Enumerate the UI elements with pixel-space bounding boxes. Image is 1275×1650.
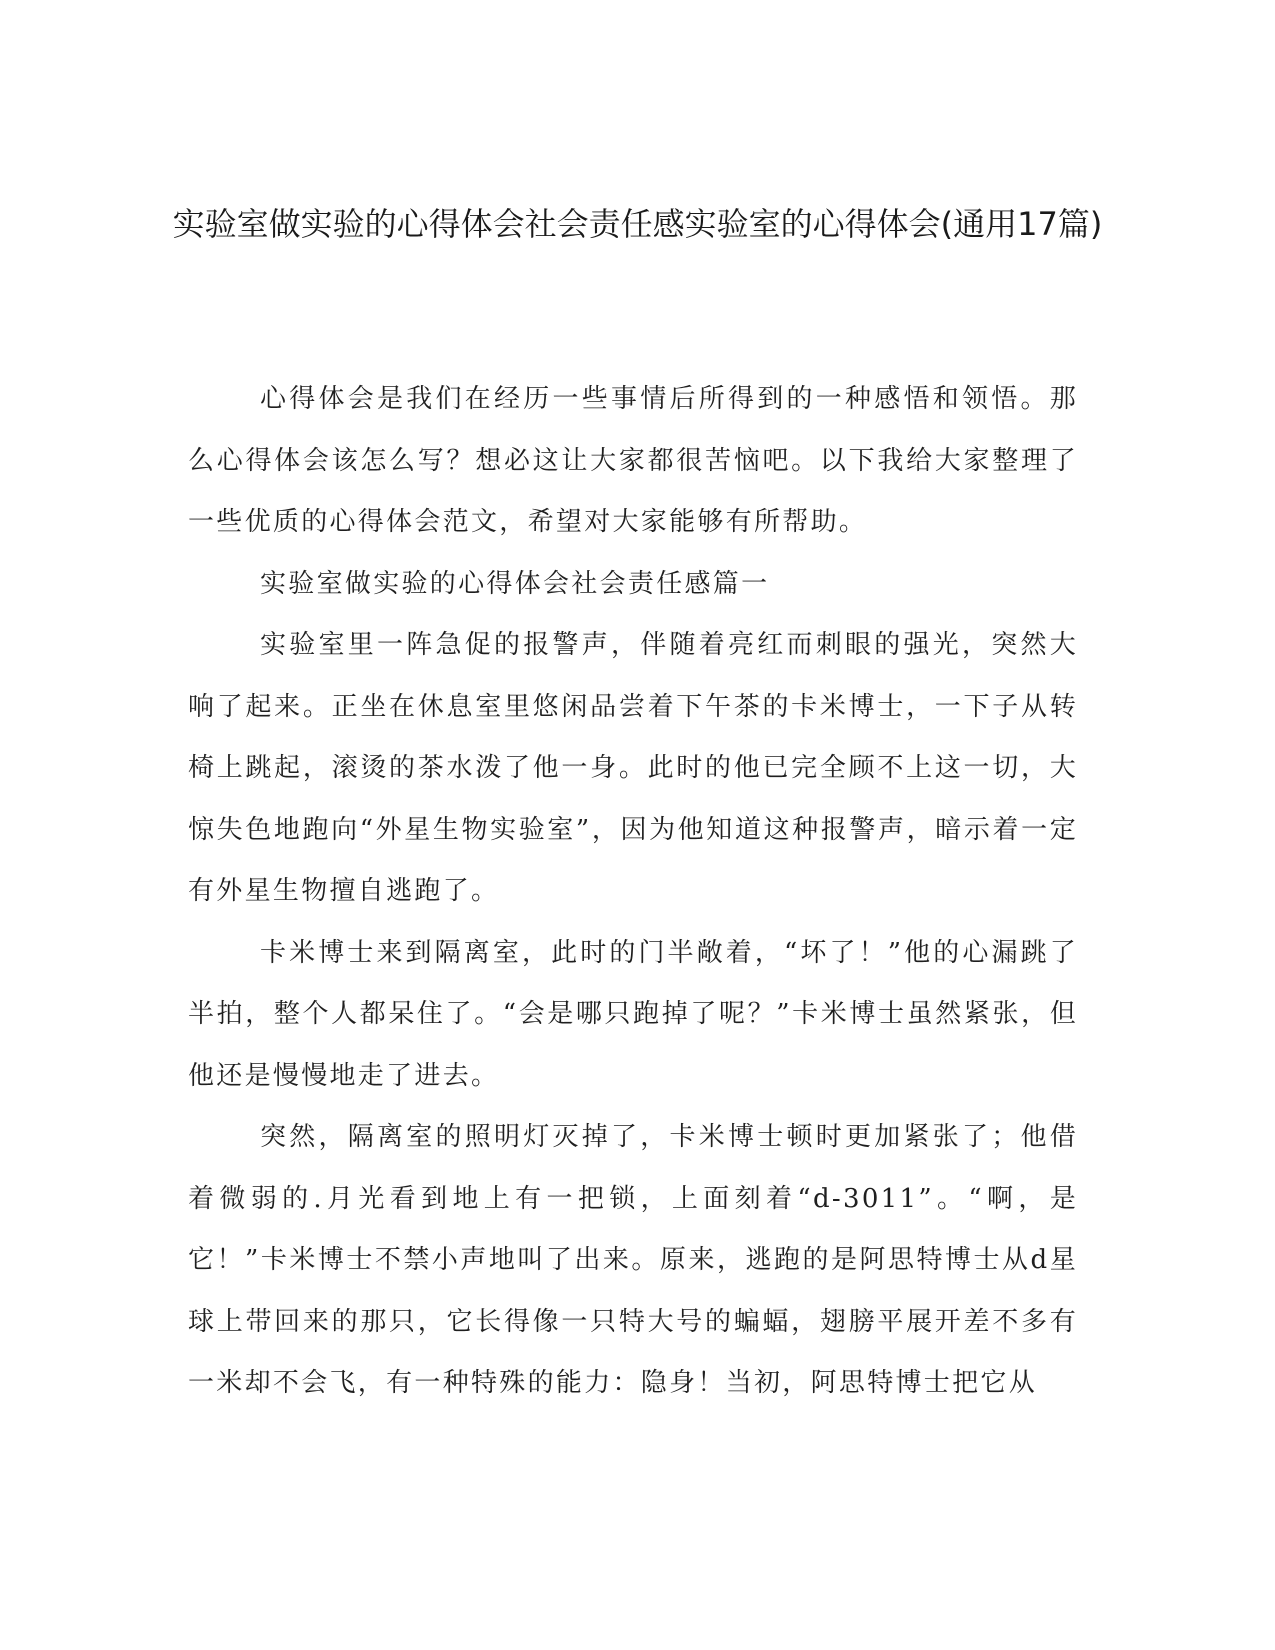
document-title: 实验室做实验的心得体会社会责任感实验室的心得体会(通用17篇) [172, 205, 1103, 243]
section-heading: 实验室做实验的心得体会社会责任感篇一 [260, 568, 770, 599]
paragraph: 卡米博士来到隔离室，此时的门半敞着，“坏了！”他的心漏跳了半拍，整个人都呆住了。“会是哪只跑掉了呢？”卡米博士虽然紧张，但他还是慢慢地走了进去。 [188, 937, 1078, 1091]
paragraph-intro: 心得体会是我们在经历一些事情后所得到的一种感悟和领悟。那么心得体会该怎么写？想必这让大家都很苦恼吧。以下我给大家整理了一些优质的心得体会范文，希望对大家能够有所帮助。 [188, 384, 1078, 537]
paragraph: 实验室里一阵急促的报警声，伴随着亮红而刺眼的强光，突然大响了起来。正坐在休息室里悠闲品尝着下午茶的卡米博士，一下子从转椅上跳起，滚烫的茶水泼了他一身。此时的他已完全顾不上这一切，大惊失色地跑向“外星生物实验室”，因为他知道这种报警声，暗示着一定有外星生物擅自逃跑了。 [188, 630, 1078, 906]
document-body [188, 369, 1078, 1415]
paragraph: 突然，隔离室的照明灯灭掉了，卡米博士顿时更加紧张了；他借着微弱的.月光看到地上有一把锁，上面刻着“d-3011”。“啊，是它！”卡米博士不禁小声地叫了出来。原来，逃跑的是阿思特博士从d星球上带回来的那只，它长得像一只特大号的蝙蝠，翅膀平展开差不多有一米却不会飞，有一种特殊的能力：隐身！当初，阿思特博士把它从 [188, 1122, 1078, 1398]
